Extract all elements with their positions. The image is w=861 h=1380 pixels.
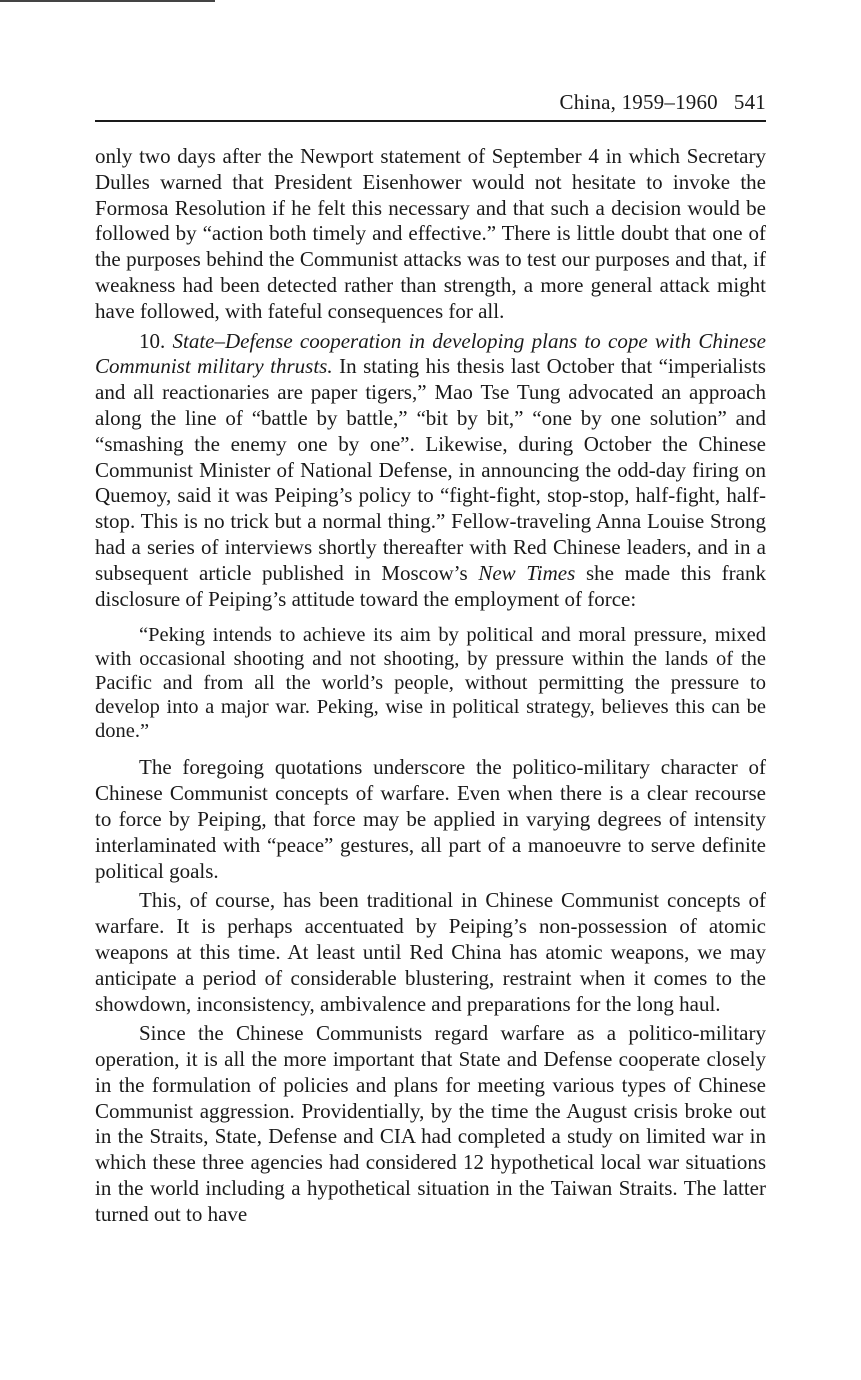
paragraph-tradition: This, of course, has been traditional in Chinese Communist concepts of warfare. It is perhaps accentuated by Peiping’s non-possession of atomic weapons at this time. At least until Red China has atomic weapons, we may anticipate a period of considerable blustering, restraint when it comes to the showdown, inconsistency, ambivalence and preparations for the long haul.: [95, 888, 766, 1016]
paragraph-text: In stating his thesis last October that “imperialists and all reactionaries are paper tigers,” Mao Tse Tung advocated an approach along the line of “battle by battle,” “bit by bit,” “one by one solution” and “smashing the enemy one by one”. Likewise, during October the Chinese Communist Minister of National Defense, in announcing the odd-day firing on Quemoy, said it was Peiping’s policy to “fight-fight, stop-stop, half-fight, half-stop. This is no trick but a normal thing.” Fellow-traveling Anna Louise Strong had a series of interviews shortly thereafter with Red Chinese leaders, and in a subsequent article published in Moscow’s: [95, 354, 766, 585]
block-quote: “Peking intends to achieve its aim by political and moral pressure, mixed with occasional shooting and not shooting, by pressure within the lands of the Pacific and from all the world’s people, without permitting the pressure to develop into a major war. Peking, wise in political strategy, believes this can be done.”: [95, 624, 766, 742]
running-head: [96, 88, 766, 118]
paragraph-continuation: only two days after the Newport statement of September 4 in which Secretary Dulles warned that President Eisenhower would not hesitate to invoke the Formosa Resolution if he felt this necessary and that such a decision would be followed by “action both timely and effective.” There is little doubt that one of the purposes behind the Communist attacks was to test our purposes and that, if weakness had been detected rather than strength, a more general attack might have followed, with fateful consequences for all.: [95, 144, 766, 323]
running-title: China, 1959–1960: [559, 90, 718, 114]
paragraph-text: she made this frank disclosure of Peiping’s attitude toward the employment of force:: [95, 560, 766, 611]
section-heading: State–Defense cooperation in developing plans to cope with Chinese Communist military thrusts.: [95, 328, 767, 379]
paragraph-quotations: The foregoing quotations underscore the politico-military character of Chinese Communist concepts of warfare. Even when there is a clear recourse to force by Peiping, that force may be applied in varying degrees of intensity interlaminated with “peace” gestures, all part of a manoeuvre to serve definite political goals.: [95, 755, 766, 883]
paragraph-section-10: [95, 329, 766, 613]
header-rule: [95, 120, 766, 122]
page-body: [95, 144, 766, 1228]
paragraph-cooperation: Since the Chinese Communists regard warfare as a politico-military operation, it is all the more important that State and Defense cooperate closely in the formulation of policies and plans for meeting various types of Chinese Communist aggression. Providentially, by the time the August crisis broke out in the Straits, State, Defense and CIA had completed a study on limited war in which these three agencies had considered 12 hypothetical local war situations in the world including a hypothetical situation in the Taiwan Straits. The latter turned out to have: [95, 1021, 766, 1226]
page-number: 541: [733, 90, 766, 114]
section-number: 10.: [139, 328, 173, 353]
scan-edge-rule: [0, 0, 215, 2]
publication-title: New Times: [478, 560, 576, 585]
